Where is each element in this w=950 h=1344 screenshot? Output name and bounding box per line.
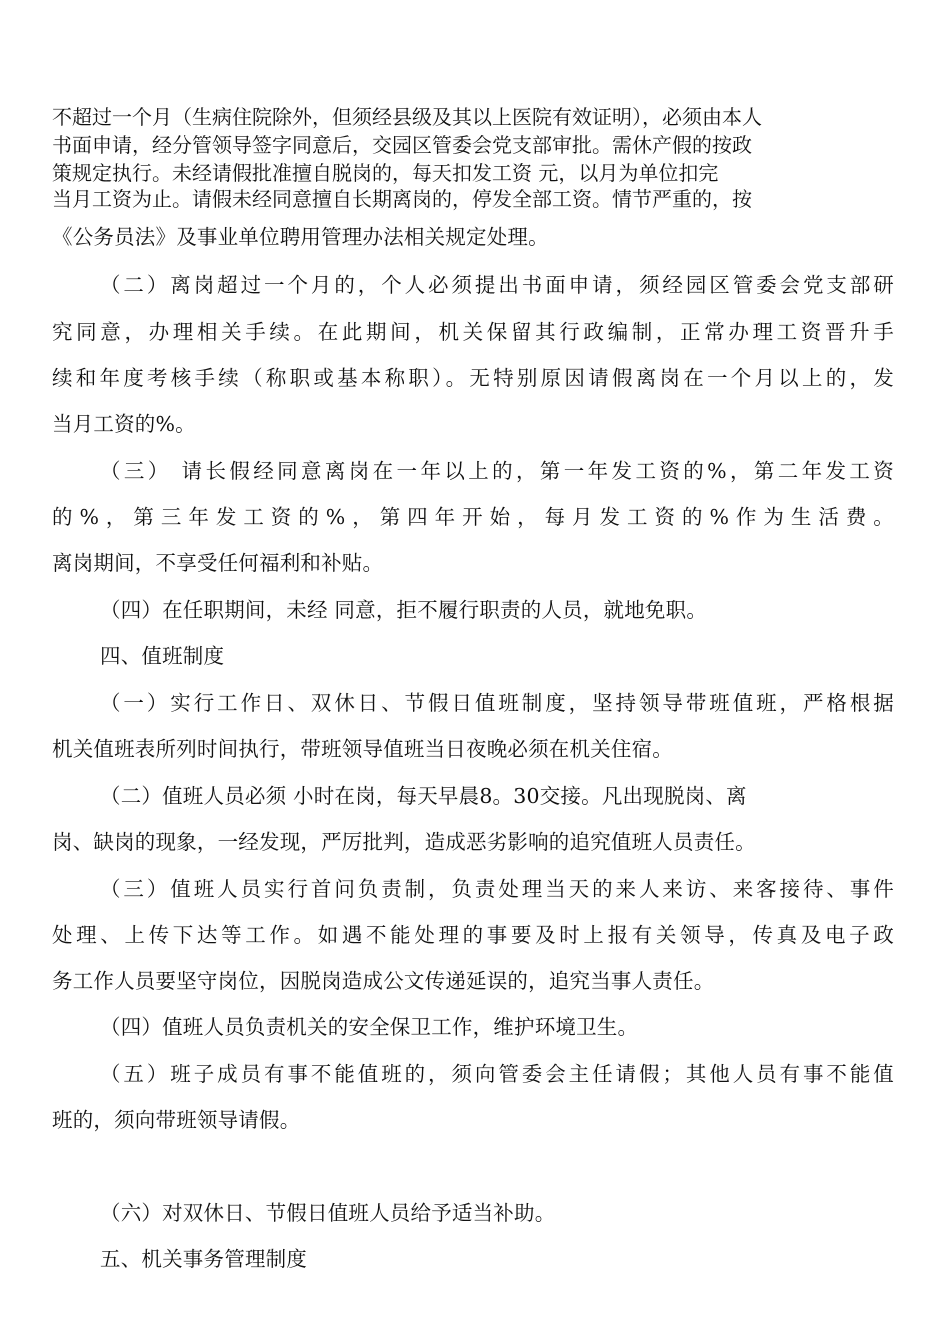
paragraph-line-first: （二）值班人员必须 小时在岗，每天早晨8。30交接。凡出现脱岗、离 [100,784,747,808]
text-line: 的%，第三年发工资的%，第四年开始，每月发工资的%作为生活费。 [52,505,894,529]
paragraph-line-first: （二）离岗超过一个月的，个人必须提出书面申请，须经园区管委会党支部研 [100,273,894,297]
text-line: 机关值班表所列时间执行，带班领导值班当日夜晚必须在机关住宿。 [52,737,673,761]
paragraph-line-first: （六）对双休日、节假日值班人员给予适当补助。 [100,1201,556,1225]
section-heading: 四、值班制度 [100,644,225,668]
text-line: 当月工资为止。请假未经同意擅自长期离岗的，停发全部工资。情节严重的，按 [52,187,752,211]
paragraph-line-first: （四）值班人员负责机关的安全保卫工作，维护环境卫生。 [100,1015,639,1039]
text-line: 不超过一个月（生病住院除外，但须经县级及其以上医院有效证明），必须由本人 [52,105,762,129]
paragraph-line-first: （三）值班人员实行首问负责制，负责处理当天的来人来访、来客接待、事件 [100,877,894,901]
text-line: 离岗期间，不享受任何福利和补贴。 [52,551,384,575]
paragraph-line-first: （一）实行工作日、双休日、节假日值班制度，坚持领导带班值班，严格根据 [100,691,894,715]
text-line: 书面申请，经分管领导签字同意后，交园区管委会党支部审批。需休产假的按政 [52,133,752,157]
text-line: 处理、上传下达等工作。如遇不能处理的事要及时上报有关领导，传真及电子政 [52,923,894,947]
text-line: 班的，须向带班领导请假。 [52,1108,301,1132]
paragraph-line-first: （四）在任职期间，未经 同意，拒不履行职责的人员，就地免职。 [100,598,708,622]
text-line: 《公务员法》及事业单位聘用管理办法相关规定处理。 [52,225,549,249]
text-line: 策规定执行。未经请假批准擅自脱岗的，每天扣发工资 元，以月为单位扣完 [52,161,719,185]
text-line: 当月工资的%。 [52,412,196,436]
paragraph-line-first: （五）班子成员有事不能值班的，须向管委会主任请假；其他人员有事不能值 [100,1062,894,1086]
section-heading: 五、机关事务管理制度 [100,1247,307,1271]
text-line: 岗、缺岗的现象，一经发现，严厉批判，造成恶劣影响的追究值班人员责任。 [52,830,756,854]
text-line: 续和年度考核手续（称职或基本称职）。无特别原因请假离岗在一个月以上的，发 [52,366,894,390]
text-line: 务工作人员要坚守岗位，因脱岗造成公文传递延误的，追究当事人责任。 [52,969,715,993]
text-line: 究同意，办理相关手续。在此期间，机关保留其行政编制，正常办理工资晋升手 [52,320,894,344]
paragraph-line-first: （三） 请长假经同意离岗在一年以上的，第一年发工资的%，第二年发工资 [100,459,894,483]
